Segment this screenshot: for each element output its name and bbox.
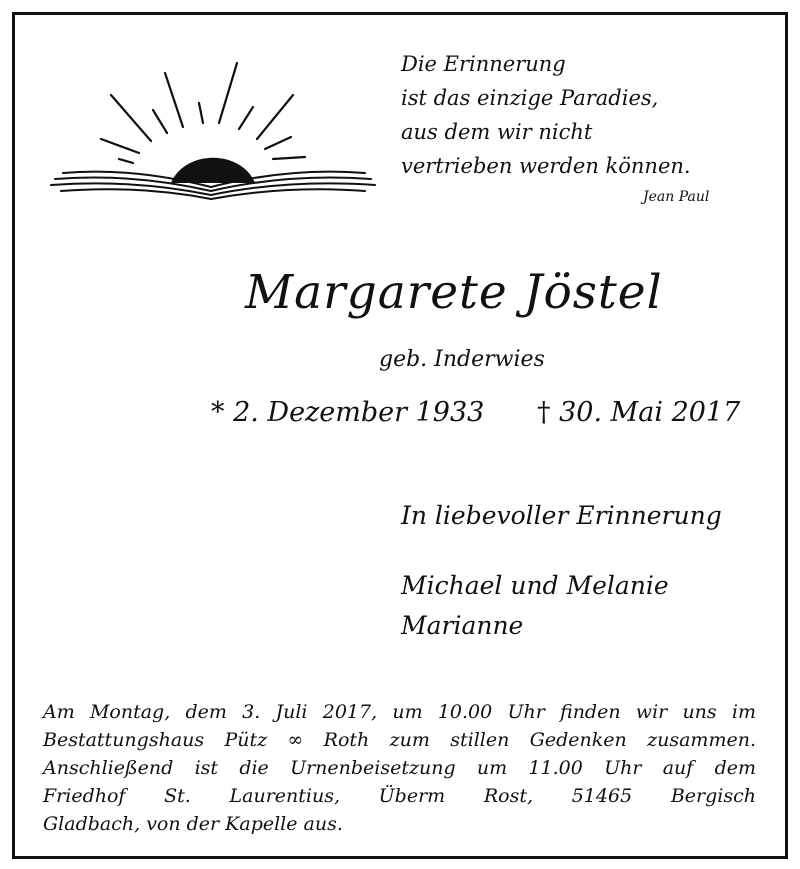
quote-line: Die Erinnerung <box>401 52 566 76</box>
quote-line: aus dem wir nicht <box>401 120 593 144</box>
announcement-text <box>43 698 756 838</box>
quote-author: Jean Paul <box>643 189 710 205</box>
death-date: 30. Mai 2017 <box>559 397 741 428</box>
quote-line: ist das einzige Paradies, <box>401 86 659 110</box>
birth-date-line <box>211 397 484 428</box>
announcement-line: Bestattungshaus Pütz ∞ Roth zum stillen Gedenken zusammen. <box>43 729 756 751</box>
obituary-frame <box>12 12 788 859</box>
death-symbol: † <box>537 397 551 428</box>
announcement-line: Friedhof St. Laurentius, Überm Rost, 51465 Bergisch <box>43 785 756 807</box>
mourner-name: Michael und Melanie <box>401 571 669 600</box>
announcement-line: Am Montag, dem 3. Juli 2017, um 10.00 Uhr finden wir uns im <box>43 701 756 723</box>
maiden-name: geb. Inderwies <box>379 347 545 372</box>
quote-line: vertrieben werden können. <box>401 154 691 178</box>
announcement-line: Gladbach, von der Kapelle aus. <box>43 813 343 835</box>
remembrance-text: In liebevoller Erinnerung <box>401 501 722 530</box>
death-date-line <box>537 397 740 428</box>
birth-symbol: * <box>211 397 225 428</box>
rising-sun-over-open-book-icon <box>43 55 383 205</box>
announcement-line: Anschließend ist die Urnenbeisetzung um 11.00 Uhr auf dem <box>43 757 756 779</box>
birth-date: 2. Dezember 1933 <box>233 397 485 428</box>
deceased-name: Margarete Jöstel <box>245 265 663 320</box>
mourner-name: Marianne <box>401 611 524 640</box>
